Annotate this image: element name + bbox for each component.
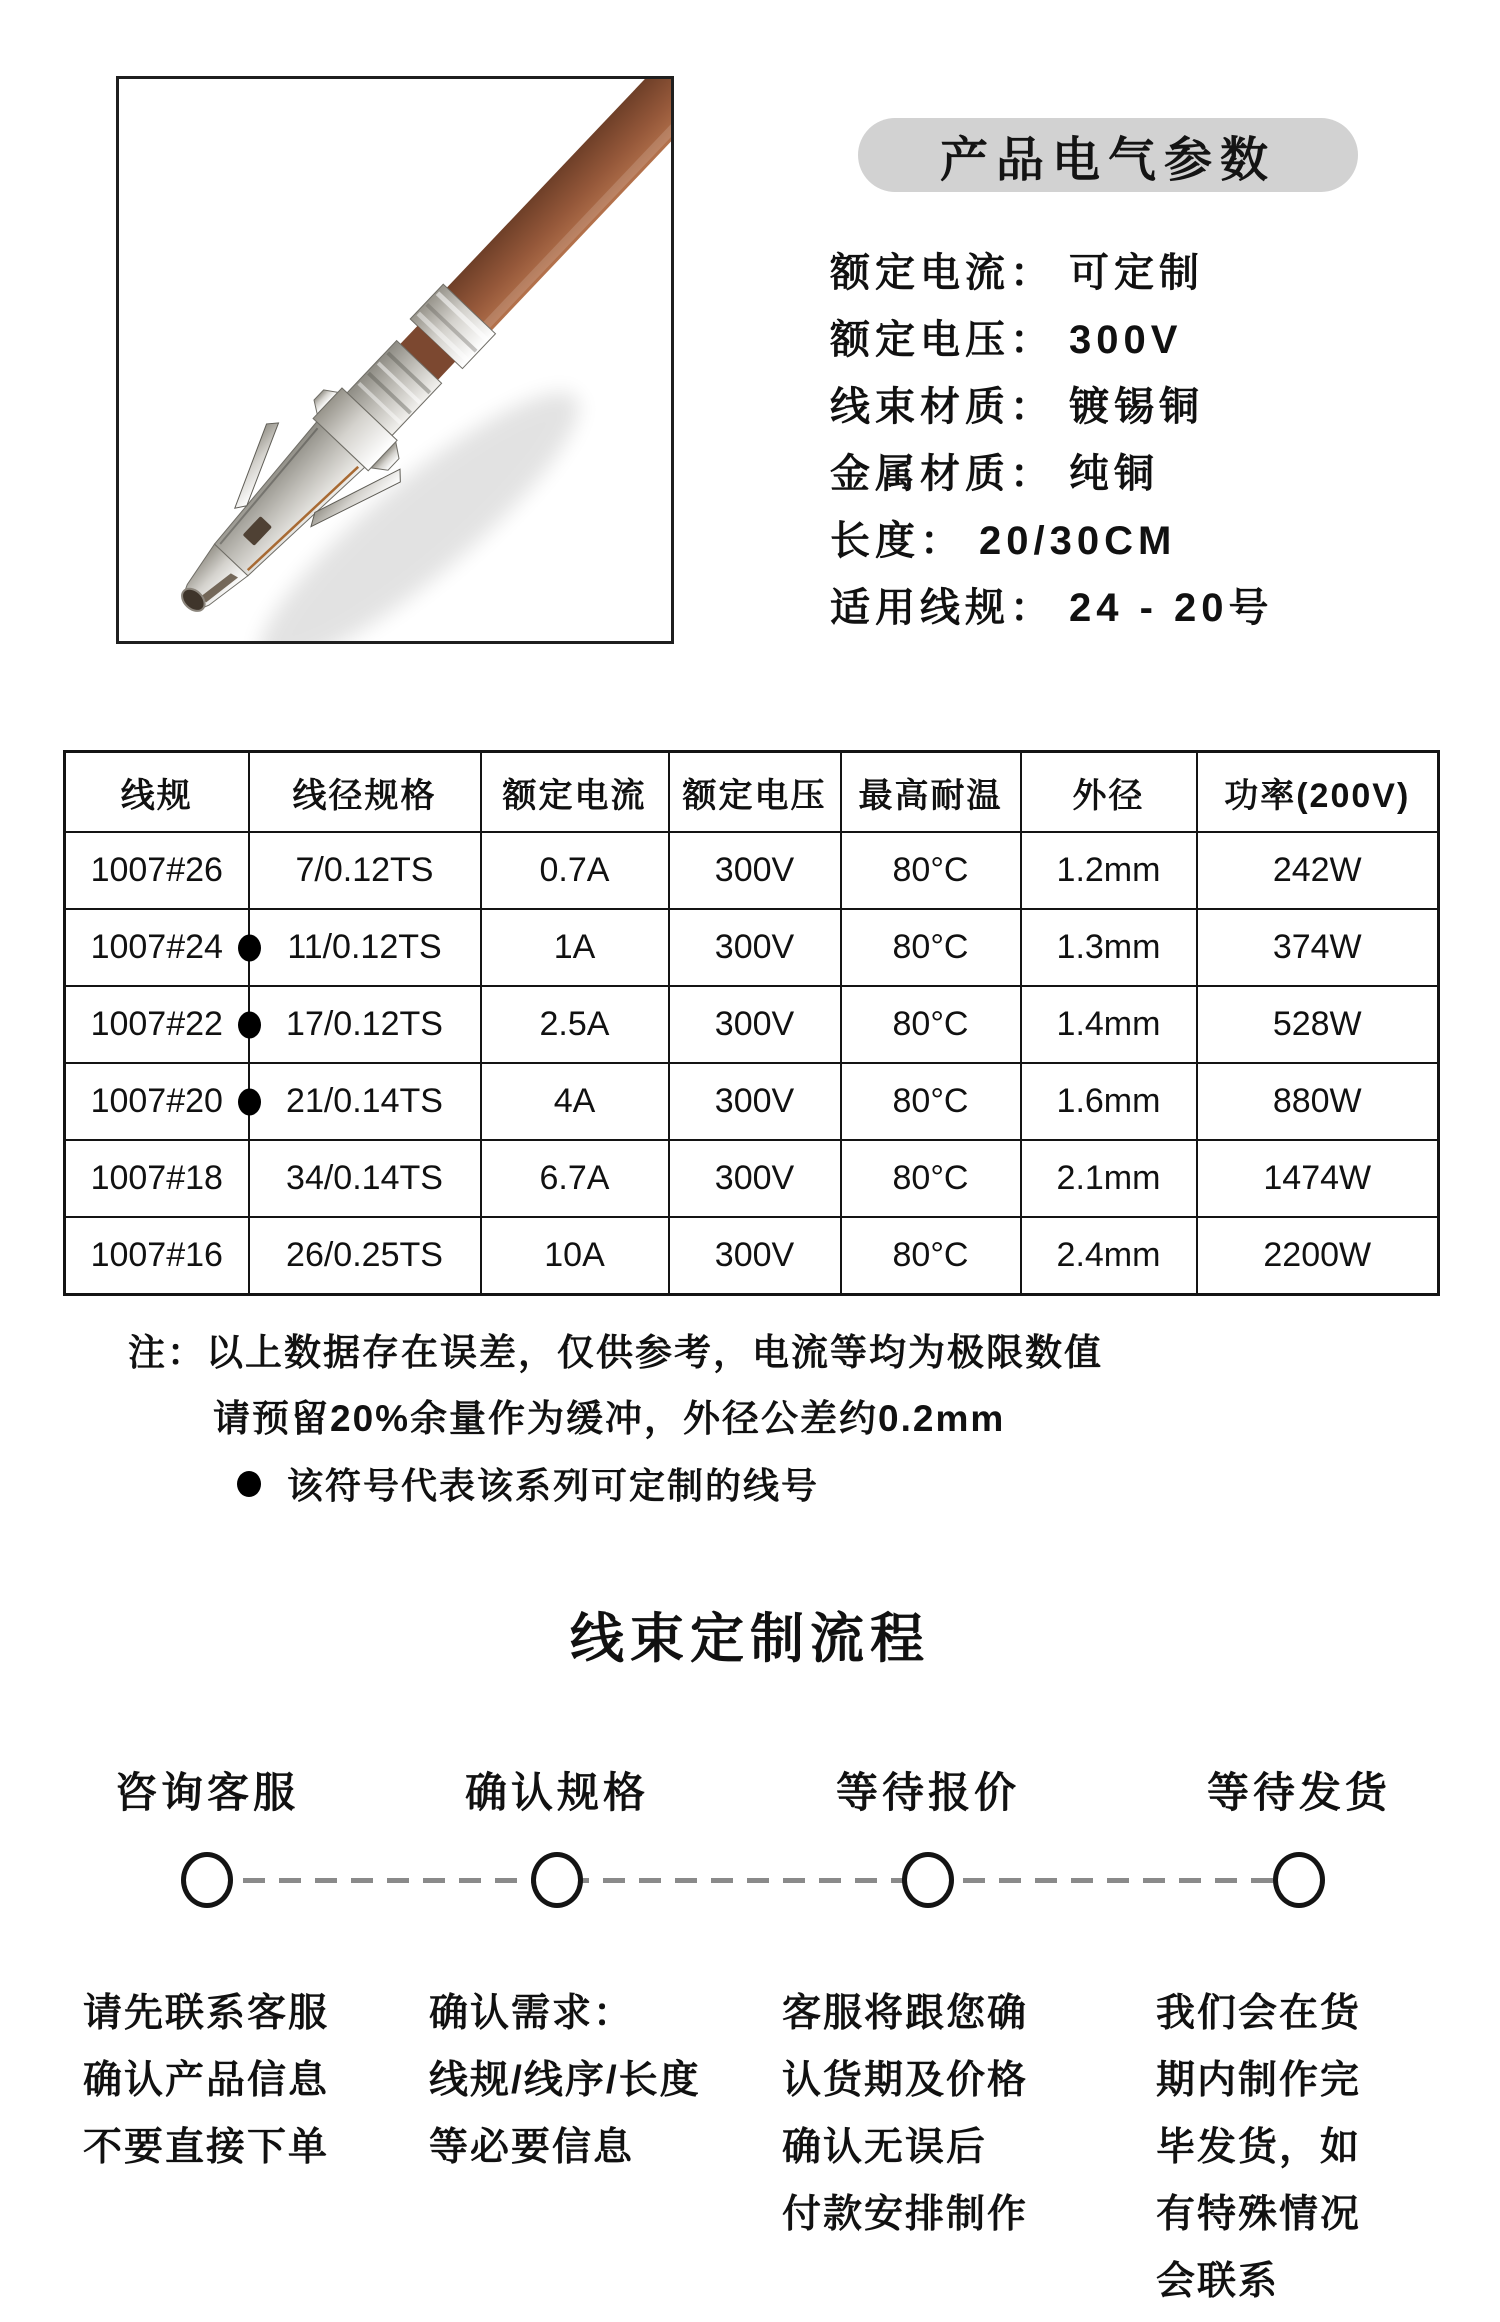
product-photo-frame xyxy=(116,76,674,644)
table-cell xyxy=(1021,909,1197,986)
param-value: 24 - 20号 xyxy=(1069,586,1274,630)
table-cell-text: 21/0.14TS xyxy=(286,1082,443,1120)
flow-step-description xyxy=(782,1980,1028,2248)
table-cell xyxy=(481,986,669,1063)
param-row xyxy=(830,575,1274,642)
table-cell xyxy=(1197,1063,1439,1140)
table-cell xyxy=(841,909,1021,986)
table-cell xyxy=(1197,832,1439,909)
table-cell-text: 2.5A xyxy=(539,1005,610,1043)
flow-step-description-line: 确认无误后 xyxy=(782,2126,988,2169)
table-cell-text: 80°C xyxy=(892,1236,969,1274)
table-cell xyxy=(481,832,669,909)
table-header-cell: 额定电压 xyxy=(669,752,841,833)
table-cell xyxy=(249,1140,481,1217)
table-cell xyxy=(249,1217,481,1295)
flow-step-description-line: 期内制作完 xyxy=(1156,2059,1362,2102)
table-cell-text: 80°C xyxy=(892,928,969,966)
table-cell-text: 80°C xyxy=(892,1159,969,1197)
table-cell-text: 880W xyxy=(1272,1082,1362,1120)
table-cell-text: 10A xyxy=(544,1236,605,1274)
param-label: 适用线规： xyxy=(830,586,1055,630)
flow-step-label: 咨询客服 xyxy=(114,1769,300,1816)
note-line-1: 注：以上数据存在误差，仅供参考，电流等均为极限数值 xyxy=(128,1332,1103,1373)
note-line-2: 请预留20%余量作为缓冲，外径公差约0.2mm xyxy=(213,1398,1006,1439)
table-cell xyxy=(669,986,841,1063)
flow-dashed-line xyxy=(207,1878,1299,1883)
spec-table-body xyxy=(65,832,1439,1295)
table-cell-text: 1007#20 xyxy=(90,1082,223,1120)
table-cell xyxy=(249,1063,481,1140)
table-cell-text: 1474W xyxy=(1263,1159,1372,1197)
table-cell-text: 7/0.12TS xyxy=(295,851,434,889)
table-cell-text: 374W xyxy=(1272,928,1362,966)
customizable-marker-icon xyxy=(237,1471,261,1497)
table-cell xyxy=(669,909,841,986)
table-cell-text: 1.4mm xyxy=(1056,1005,1161,1043)
table-row xyxy=(65,832,1439,909)
table-cell-text: 1A xyxy=(553,928,596,966)
table-header-cell: 额定电流 xyxy=(481,752,669,833)
flow-step-description-line: 确认产品信息 xyxy=(83,2059,330,2102)
table-cell xyxy=(1021,832,1197,909)
table-cell-text: 2200W xyxy=(1263,1236,1372,1274)
electrical-params-title-text: 产品电气参数 xyxy=(939,133,1276,187)
param-row xyxy=(830,508,1274,575)
table-cell xyxy=(1021,1217,1197,1295)
table-cell xyxy=(669,1140,841,1217)
table-cell xyxy=(841,1063,1021,1140)
flow-step-description-line: 客服将跟您确 xyxy=(782,1992,1029,2035)
table-cell xyxy=(481,1217,669,1295)
table-cell-text: 300V xyxy=(714,1159,795,1197)
table-row xyxy=(65,1140,1439,1217)
table-cell-text: 300V xyxy=(714,928,795,966)
table-row xyxy=(65,1063,1439,1140)
table-cell-text: 80°C xyxy=(892,1005,969,1043)
param-label: 金属材质： xyxy=(830,452,1055,496)
table-cell xyxy=(669,1217,841,1295)
table-cell xyxy=(1197,909,1439,986)
param-row xyxy=(830,307,1274,374)
table-cell xyxy=(65,909,249,986)
flow-step-description-line: 认货期及价格 xyxy=(782,2059,1029,2102)
table-header-cell: 线径规格 xyxy=(249,752,481,833)
table-cell-text: 4A xyxy=(553,1082,596,1120)
param-value: 20/30CM xyxy=(979,519,1177,563)
flow-step-description-line: 我们会在货 xyxy=(1156,1992,1362,2035)
table-header-cell: 最高耐温 xyxy=(841,752,1021,833)
customizable-marker-icon xyxy=(238,1088,261,1115)
flow-step-circle-icon xyxy=(1273,1852,1325,1908)
table-cell-text: 80°C xyxy=(892,1082,969,1120)
flow-step-description-line: 毕发货，如 xyxy=(1156,2126,1362,2169)
table-cell-text: 1007#24 xyxy=(90,928,223,966)
table-cell xyxy=(669,1063,841,1140)
flow-step-description-line: 会联系 xyxy=(1156,2260,1280,2303)
table-cell-text: 300V xyxy=(714,1082,795,1120)
table-cell-text: 2.4mm xyxy=(1056,1236,1161,1274)
table-header-cell: 外径 xyxy=(1021,752,1197,833)
bullet-legend xyxy=(237,1458,819,1509)
table-cell xyxy=(1021,986,1197,1063)
param-label: 额定电流： xyxy=(830,251,1055,295)
table-cell-text: 1.6mm xyxy=(1056,1082,1161,1120)
table-cell xyxy=(1197,1217,1439,1295)
params-list xyxy=(830,240,1274,642)
flow-step-description-line: 有特殊情况 xyxy=(1156,2193,1362,2236)
table-cell xyxy=(841,986,1021,1063)
table-cell xyxy=(841,1217,1021,1295)
table-cell-text: 1007#18 xyxy=(90,1159,223,1197)
table-row xyxy=(65,986,1439,1063)
param-label: 额定电压： xyxy=(830,318,1055,362)
customizable-marker-icon xyxy=(238,1011,261,1038)
param-label: 长度： xyxy=(830,519,965,563)
flow-step-description-line: 确认需求： xyxy=(429,1992,635,2035)
table-header-cell: 线规 xyxy=(65,752,249,833)
table-cell xyxy=(249,832,481,909)
flow-step-circle-icon xyxy=(531,1852,583,1908)
customizable-marker-icon xyxy=(238,934,261,961)
table-cell-text: 80°C xyxy=(892,851,969,889)
flow-step-description-line: 付款安排制作 xyxy=(782,2193,1029,2236)
table-cell xyxy=(1021,1063,1197,1140)
table-cell-text: 242W xyxy=(1272,851,1362,889)
param-row xyxy=(830,240,1274,307)
table-cell xyxy=(1197,986,1439,1063)
table-cell xyxy=(669,832,841,909)
table-cell-text: 1007#22 xyxy=(90,1005,223,1043)
product-photo xyxy=(119,79,671,641)
table-cell-text: 300V xyxy=(714,1236,795,1274)
table-row xyxy=(65,909,1439,986)
flow-step-circle-icon xyxy=(181,1852,233,1908)
table-cell xyxy=(1021,1140,1197,1217)
flow-step-label: 等待报价 xyxy=(835,1769,1021,1816)
table-cell-text: 300V xyxy=(714,1005,795,1043)
electrical-params-title xyxy=(858,118,1358,192)
param-row xyxy=(830,374,1274,441)
flow-step-label: 等待发货 xyxy=(1206,1769,1392,1816)
table-cell xyxy=(65,832,249,909)
table-cell xyxy=(65,1063,249,1140)
flow-step-description-line: 不要直接下单 xyxy=(83,2126,330,2169)
bullet-legend-text: 该符号代表该系列可定制的线号 xyxy=(287,1465,820,1506)
table-cell xyxy=(481,909,669,986)
table-cell-text: 1.3mm xyxy=(1056,928,1161,966)
param-value: 可定制 xyxy=(1069,251,1204,295)
flow-step-circle-icon xyxy=(902,1852,954,1908)
table-cell xyxy=(841,832,1021,909)
param-value: 镀锡铜 xyxy=(1069,385,1204,429)
table-header-row xyxy=(65,752,1439,833)
table-row xyxy=(65,1217,1439,1295)
wire-cable xyxy=(444,79,671,333)
table-cell xyxy=(65,986,249,1063)
table-cell xyxy=(1197,1140,1439,1217)
table-cell xyxy=(65,1140,249,1217)
table-cell-text: 11/0.12TS xyxy=(287,928,442,966)
table-cell-text: 2.1mm xyxy=(1056,1159,1161,1197)
param-value: 300V xyxy=(1069,318,1183,362)
param-row xyxy=(830,441,1274,508)
param-value: 纯铜 xyxy=(1069,452,1159,496)
table-cell-text: 6.7A xyxy=(539,1159,610,1197)
flow-step-description xyxy=(429,1980,701,2181)
table-cell-text: 528W xyxy=(1272,1005,1362,1043)
flow-step-description-line: 线规/线序/长度 xyxy=(429,2059,701,2102)
table-cell xyxy=(481,1063,669,1140)
table-cell xyxy=(481,1140,669,1217)
process-title: 线束定制流程 xyxy=(570,1609,930,1669)
param-label: 线束材质： xyxy=(830,385,1055,429)
flow-step-description-line: 等必要信息 xyxy=(429,2126,635,2169)
table-cell-text: 34/0.14TS xyxy=(286,1159,443,1197)
table-cell xyxy=(249,909,481,986)
table-cell xyxy=(65,1217,249,1295)
flow-step-label: 确认规格 xyxy=(464,1769,650,1816)
table-cell-text: 1007#16 xyxy=(90,1236,223,1274)
table-cell xyxy=(841,1140,1021,1217)
table-cell-text: 300V xyxy=(714,851,795,889)
flow-step-description xyxy=(83,1980,329,2181)
flow-step-description xyxy=(1156,1980,1361,2315)
table-cell-text: 1.2mm xyxy=(1056,851,1161,889)
table-cell-text: 0.7A xyxy=(539,851,610,889)
spec-table xyxy=(63,750,1440,1296)
table-cell-text: 26/0.25TS xyxy=(286,1236,443,1274)
table-cell-text: 17/0.12TS xyxy=(286,1005,443,1043)
table-header-cell: 功率(200V) xyxy=(1197,752,1439,833)
table-cell xyxy=(249,986,481,1063)
table-cell-text: 1007#26 xyxy=(90,851,223,889)
flow-step-description-line: 请先联系客服 xyxy=(83,1992,330,2035)
